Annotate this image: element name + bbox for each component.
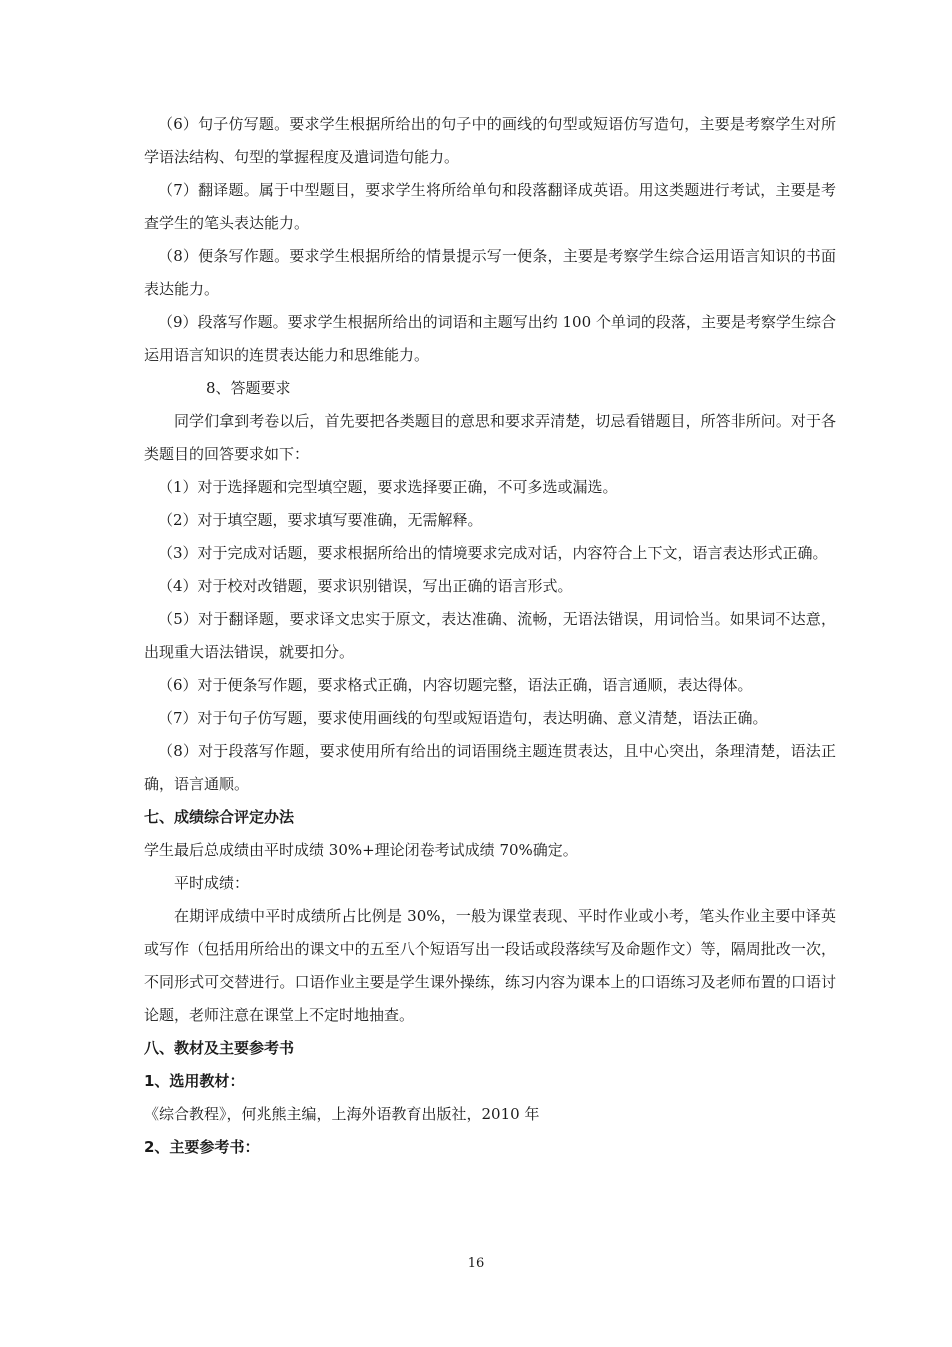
- list-item: （5）对于翻译题，要求译文忠实于原文，表达准确、流畅，无语法错误，用词恰当。如果词不达意，出现重大语法错误，就要扣分。: [144, 610, 836, 661]
- paragraph-grade-composition: 学生最后总成绩由平时成绩 30%+理论闭卷考试成绩 70%确定。: [144, 841, 578, 859]
- list-item: （6）对于便条写作题，要求格式正确，内容切题完整，语法正确，语言通顺，表达得体。: [158, 676, 753, 694]
- section-heading-grading: 七、成绩综合评定办法: [144, 808, 295, 826]
- subheading-answer-requirements: 8、答题要求: [206, 379, 291, 397]
- list-item: （8）对于段落写作题，要求使用所有给出的词语围绕主题连贯表达，且中心突出，条理清楚，语法正确，语言通顺。: [144, 742, 836, 793]
- paragraph-answer-intro: 同学们拿到考卷以后，首先要把各类题目的意思和要求弄清楚，切忌看错题目，所答非所问。对于各类题目的回答要求如下：: [144, 412, 836, 463]
- subheading-reference-books: 2、主要参考书：: [144, 1138, 260, 1156]
- paragraph-textbook-citation: 《综合教程》，何兆熊主编，上海外语教育出版社，2010 年: [144, 1105, 540, 1123]
- paragraph-sentence-imitation: （6）句子仿写题。要求学生根据所给出的句子中的画线的句型或短语仿写造句，主要是考察学生对所学语法结构、句型的掌握程度及遣词造句能力。: [144, 115, 836, 166]
- paragraph-translation: （7）翻译题。属于中型题目，要求学生将所给单句和段落翻译成英语。用这类题进行考试，主要是考查学生的笔头表达能力。: [144, 181, 836, 232]
- list-item: （2）对于填空题，要求填写要准确，无需解释。: [158, 511, 483, 529]
- paragraph-note-writing: （8）便条写作题。要求学生根据所给的情景提示写一便条，主要是考察学生综合运用语言知识的书面表达能力。: [144, 247, 836, 298]
- page-body: [144, 108, 836, 1164]
- paragraph-paragraph-writing: （9）段落写作题。要求学生根据所给出的词语和主题写出约 100 个单词的段落，主要是考察学生综合运用语言知识的连贯表达能力和思维能力。: [144, 313, 836, 364]
- paragraph-regular-grade-detail: 在期评成绩中平时成绩所占比例是 30%，一般为课堂表现、平时作业或小考，笔头作业主要中译英或写作（包括用所给出的课文中的五至八个短语写出一段话或段落续写及命题作文）等，隔周批改一次，不同形式可交替进行。口语作业主要是学生课外操练，练习内容为课本上的口语练习及老师布置的口语讨论题，老师注意在课堂上不定时地抽查。: [144, 907, 836, 1024]
- subheading-selected-textbook: 1、选用教材：: [144, 1072, 245, 1090]
- list-item: （4）对于校对改错题，要求识别错误，写出正确的语言形式。: [158, 577, 573, 595]
- page-number: 16: [467, 1256, 485, 1271]
- section-heading-textbooks: 八、教材及主要参考书: [144, 1039, 295, 1057]
- list-item: （3）对于完成对话题，要求根据所给出的情境要求完成对话，内容符合上下文，语言表达形式正确。: [158, 544, 828, 562]
- subheading-regular-grade: 平时成绩：: [174, 874, 250, 892]
- list-item: （1）对于选择题和完型填空题，要求选择要正确，不可多选或漏选。: [158, 478, 618, 496]
- list-item: （7）对于句子仿写题，要求使用画线的句型或短语造句，表达明确、意义清楚，语法正确。: [158, 709, 768, 727]
